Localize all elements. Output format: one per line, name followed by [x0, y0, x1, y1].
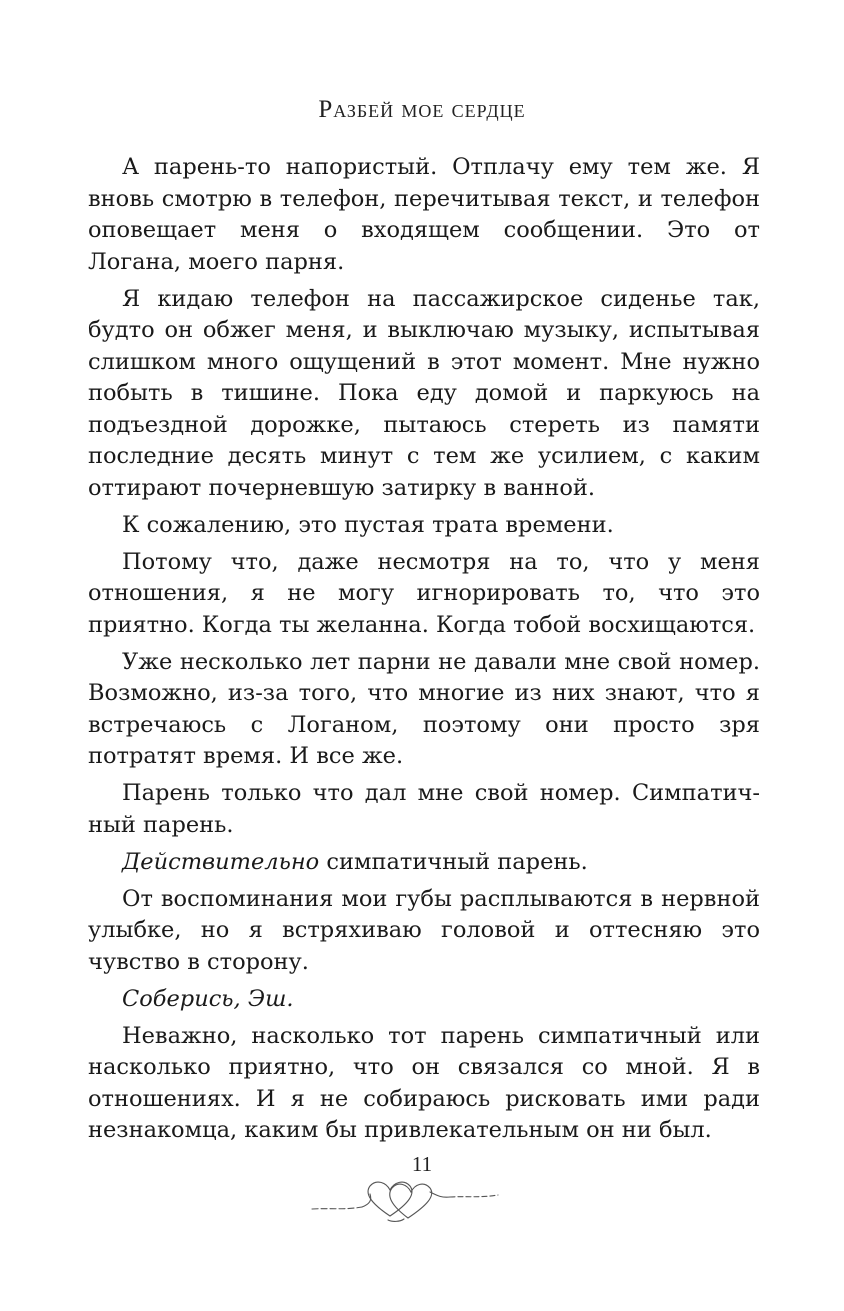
paragraph-4: Потому что, даже несмотря на то, что у меня отношения, я не могу игнорировать то, что это приятно. Когда ты желанна. Когда тобой восхищаются. [88, 548, 760, 638]
paragraph-7 [88, 847, 760, 879]
paragraph-10: Неважно, насколько тот парень симпатичный или насколько приятно, что он связался со мной. Я в отношениях. И я не собираюсь рисковать ими ради незнакомца, каким бы привлекательным он ни был. [88, 1022, 760, 1143]
paragraph-3: К сожалению, это пустая трата времени. [122, 511, 614, 538]
paragraph-1: А парень-то напористый. Отплачу ему тем же. Я вновь смотрю в телефон, перечитывая текст, и телефон оповещает меня о входящем сообщении. Это от Логана, моего парня. [88, 154, 760, 275]
body-text [88, 152, 760, 1152]
paragraph-8: От воспоминания мои губы расплываются в нервной улыбке, но я встряхиваю головой и оттесняю это чувство в сторону. [88, 885, 760, 975]
running-title: Разбей мое сердце [318, 96, 526, 123]
emphasis-rest: симпатичный парень. [319, 848, 588, 875]
emphasis-word: Действительно [122, 848, 320, 875]
paragraph-6: Парень только что дал мне свой номер. Симпатичный парень. [88, 780, 760, 838]
paragraph-2: Я кидаю телефон на пассажирское сиденье так, будто он обжег меня, и выключаю музыку, испытывая слишком много ощущений в этот момент. Мне нужно побыть в тишине. Пока еду домой и паркуюсь на подъездной дорожке, пытаюсь стереть из памяти последние десять минут с тем же усилием, с каким оттирают почерневшую затирку в ванной. [88, 285, 760, 501]
two-hearts-ornament-icon [310, 1172, 500, 1228]
page-number: 11 [411, 1152, 433, 1176]
paragraph-9 [88, 984, 760, 1016]
paragraph-5: Уже несколько лет парни не давали мне свой номер. Возможно, из-за того, что многие из них знают, что я встречаюсь с Логаном, поэтому они просто зря потратят время. И все же. [88, 648, 760, 769]
italic-thought: Соберись, Эш. [122, 985, 294, 1012]
